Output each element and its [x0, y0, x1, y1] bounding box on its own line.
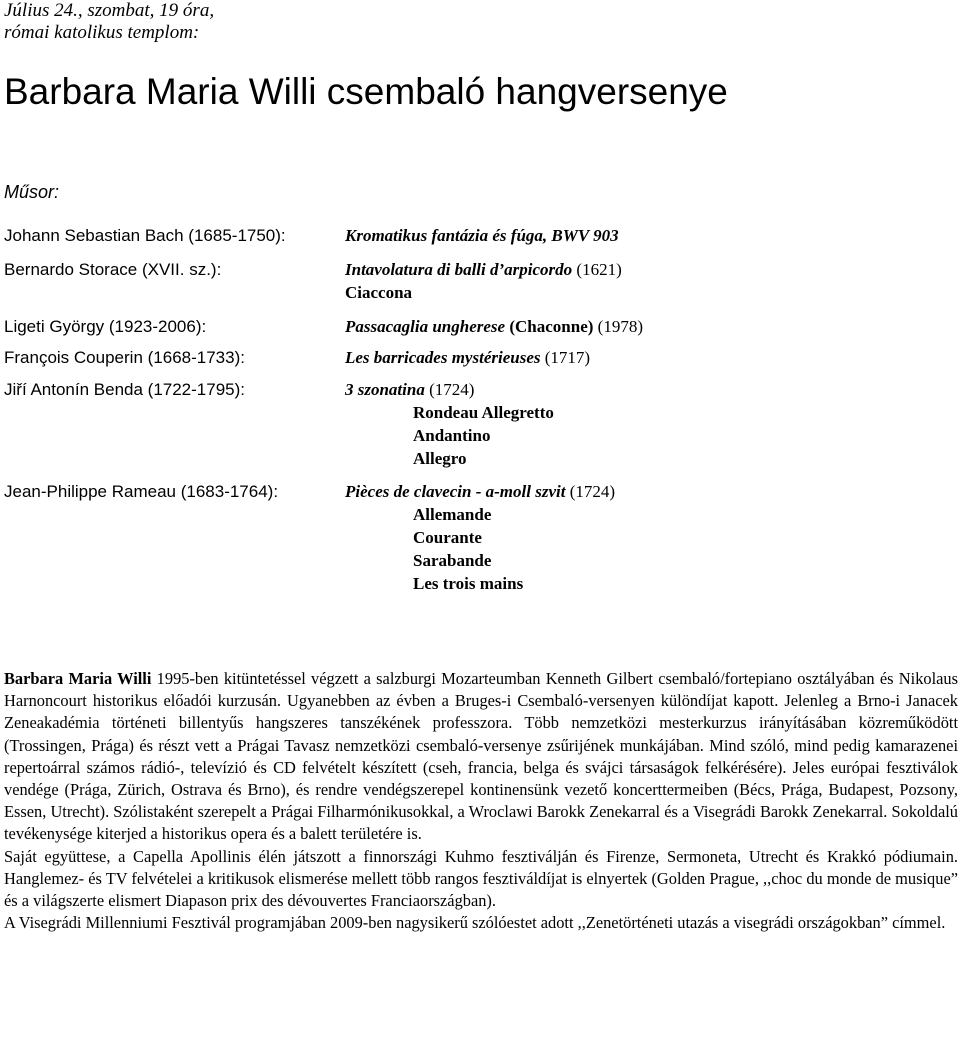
program-label: Műsor:: [4, 182, 60, 202]
program-work-5: 3 szonatina: [345, 380, 425, 399]
movement-5-2: Andantino: [413, 426, 491, 445]
program-work-6-line: [345, 481, 615, 503]
program-work-5-line: [345, 379, 474, 401]
biography: [4, 668, 958, 934]
bio-paragraph-1-text: 1995-ben kitüntetéssel végzett a salzburgi Mozarteumban Kenneth Gilbert csembaló/fortepiano osztályában és Nikolaus Harnoncourt historikus előadói kurzusán. Ugyanebben az évben a Bruges-i Csembaló-versenyen különdíjat kapott. Jelenleg a Brno-i Janacek Zeneakadémia történeti billentyűs hangszeres tanszékének professzora. Több nemzetközi mesterkurzus irányításában közreműködött (Trossingen, Prága) és részt vett a Prágai Tavasz nemzetközi csembaló-versenye zsűrijének munkájában. Mind szóló, mind pedig kamarazenei repertoárral számos rádió-, televízió és CD felvételt készített (cseh, francia, belga és svájci társaságok felkérésére). Jeles európai fesztiválok vendége (Prága, Zürich, Ostrava és Brno), és rendre vendégszerepel kontinensünk vezető koncerttermeiben (Bécs, Prága, Budapest, Pozsony, Essen, Utrecht). Szólistaként szerepelt a Prágai Filharmónikusokkal, a Wroclawi Barokk Zenekarral és a Visegrádi Barokk Zenekarral. Sokoldalú tevékenysége kiterjed a historikus opera és a balett területére is.: [4, 669, 958, 844]
movement-5-3: Allegro: [413, 449, 467, 468]
movement-6-1: Allemande: [413, 505, 492, 524]
program-year-3: (1978): [593, 317, 643, 336]
event-date: Július 24., szombat, 19 óra,: [4, 0, 215, 21]
program-work-2: Intavolatura di balli d’arpicordo: [345, 260, 573, 279]
program-year-6: (1724): [565, 482, 616, 501]
program-work-3-line: [345, 316, 643, 338]
program-composer-6: Jean-Philippe Rameau (1683-1764):: [4, 482, 279, 501]
program-work-2-line: [345, 259, 622, 281]
event-venue: római katolikus templom:: [4, 22, 200, 43]
program-work-6: Pièces de clavecin - a-moll szvit: [345, 482, 566, 501]
program-year-2: (1621): [572, 260, 622, 279]
program-composer-2: Bernardo Storace (XVII. sz.):: [4, 260, 222, 279]
movement-5-1: Rondeau Allegretto: [413, 403, 554, 422]
program-work-4-line: [345, 347, 590, 369]
bio-paragraph-1: [4, 668, 958, 846]
program-work-1: Kromatikus fantázia és fúga, BWV 903: [345, 226, 619, 245]
program-composer-1: Johann Sebastian Bach (1685-1750):: [4, 226, 286, 245]
program-composer-5: Jiří Antonín Benda (1722-1795):: [4, 380, 245, 399]
movement-6-2: Courante: [413, 528, 482, 547]
program-work-3: Passacaglia ungherese: [345, 317, 506, 336]
program-work-4: Les barricades mystérieuses: [345, 348, 541, 367]
movement-6-4: Les trois mains: [413, 574, 524, 593]
bio-paragraph-3: A Visegrádi Millenniumi Fesztivál programjában 2009-ben nagysikerű szólóestet adott ,,Zenetörténeti utazás a visegrádi országokban” címmel.: [4, 913, 946, 933]
bio-paragraph-2: Saját együttese, a Capella Apollinis élén játszott a finnországi Kuhmo fesztiválján és Firenze, Sermoneta, Utrecht és Krakkó pódiumain. Hanglemez- és TV felvételei a kritikusok elismerése mellett több rangos fesztiváldíjat is elnyertek (Golden Prague, ,,choc du monde de musique” és a világszerte elismert Diapason prix des dévouvertes Franciaországban).: [4, 846, 958, 911]
program-year-4: (1717): [540, 348, 591, 367]
program-composer-4: François Couperin (1668-1733):: [4, 348, 245, 367]
program-sub-2: Ciaccona: [345, 283, 413, 302]
program-year-5: (1724): [424, 380, 475, 399]
bio-name: Barbara Maria Willi: [4, 669, 152, 688]
program-composer-3: Ligeti György (1923-2006):: [4, 317, 207, 336]
page-title: Barbara Maria Willi csembaló hangversenye: [4, 71, 728, 112]
program-work-3-extra: (Chaconne): [505, 317, 594, 336]
movement-6-3: Sarabande: [413, 551, 492, 570]
